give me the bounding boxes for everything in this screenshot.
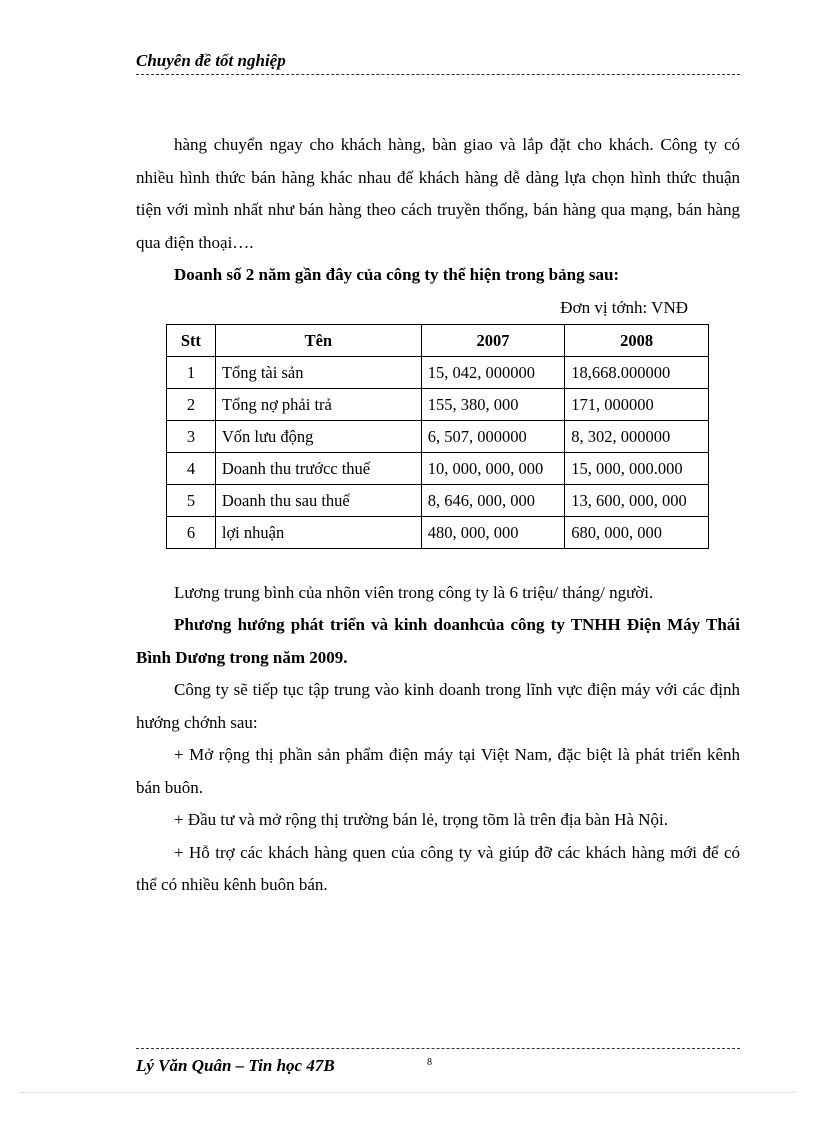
cell-stt: 5: [167, 484, 216, 516]
page-bottom-border: [20, 1092, 796, 1093]
table-row: [167, 452, 709, 484]
document-title: Chuyên đề tốt nghiệp: [136, 51, 286, 70]
cell-stt: 3: [167, 420, 216, 452]
cell-name: Doanh thu sau thuế: [215, 484, 421, 516]
table-caption: Doanh số 2 năm gần đây của công ty thể hiện trong bảng sau:: [174, 265, 620, 284]
cell-stt: 1: [167, 356, 216, 388]
bullet-item: + Hỗ trợ các khách hàng quen của công ty và giúp đỡ các khách hàng mới để có thể có nhiều kênh buôn bán.: [136, 842, 740, 894]
table-header-row: [167, 324, 709, 356]
cell-name: Vốn lưu động: [215, 420, 421, 452]
header-2008: 2008: [565, 324, 709, 356]
cell-2008: 8, 302, 000000: [565, 420, 709, 452]
cell-2008: 15, 000, 000.000: [565, 452, 709, 484]
cell-name: Doanh thu trướcc thuế: [215, 452, 421, 484]
cell-name: Tổng nợ phải trả: [215, 388, 421, 420]
revenue-table: [166, 324, 709, 549]
cell-stt: 2: [167, 388, 216, 420]
table-row: [167, 356, 709, 388]
paragraph-focus: Công ty sẽ tiếp tục tập trung vào kinh doanh trong lĩnh vực điện máy với các định hướng chớnh sau:: [136, 680, 740, 732]
bullet-item: + Mở rộng thị phần sản phẩm điện máy tại Việt Nam, đặc biệt là phát triển kênh bán buôn.: [136, 745, 740, 797]
cell-stt: 4: [167, 452, 216, 484]
cell-2008: 171, 000000: [565, 388, 709, 420]
unit-label: Đơn vị tớnh: VNĐ: [560, 297, 688, 317]
cell-2007: 10, 000, 000, 000: [421, 452, 564, 484]
cell-2007: 6, 507, 000000: [421, 420, 564, 452]
header-stt: Stt: [167, 324, 216, 356]
header-2007: 2007: [421, 324, 564, 356]
cell-2007: 8, 646, 000, 000: [421, 484, 564, 516]
footer-author: Lý Văn Quân – Tin học 47B: [136, 1056, 335, 1075]
cell-name: Tổng tài sản: [215, 356, 421, 388]
cell-2007: 15, 042, 000000: [421, 356, 564, 388]
section-heading: Phương hướng phát triển và kinh doanhcủa công ty TNHH Điện Máy Thái Bình Dương trong năm 2009.: [136, 615, 740, 667]
bullet-item: + Đầu tư và mở rộng thị trường bán lẻ, trọng tõm là trên địa bàn Hà Nội.: [174, 810, 669, 829]
cell-2008: 18,668.000000: [565, 356, 709, 388]
cell-2008: 680, 000, 000: [565, 516, 709, 548]
page-number: 8: [427, 1057, 432, 1068]
table-row: [167, 420, 709, 452]
table-row: [167, 516, 709, 548]
cell-stt: 6: [167, 516, 216, 548]
cell-2008: 13, 600, 000, 000: [565, 484, 709, 516]
cell-2007: 480, 000, 000: [421, 516, 564, 548]
paragraph-salary: Lương trung bình của nhõn viên trong công ty là 6 triệu/ tháng/ người.: [174, 582, 654, 602]
table-row: [167, 388, 709, 420]
page-content: [136, 129, 740, 902]
table-row: [167, 484, 709, 516]
header-name: Tên: [215, 324, 421, 356]
footer-divider: [136, 1048, 740, 1049]
cell-name: lợi nhuận: [215, 516, 421, 548]
cell-2007: 155, 380, 000: [421, 388, 564, 420]
paragraph-sales-methods: hàng chuyển ngay cho khách hàng, bàn giao và lắp đặt cho khách. Công ty có nhiều hình thức bán hàng khác nhau để khách hàng dễ dàng lựa chọn hình thức thuận tiện với mình nhất như bán hàng theo cách truyền thống, bán hàng qua mạng, bán hàng qua điện thoại….: [136, 135, 740, 252]
page-header: [136, 50, 740, 75]
